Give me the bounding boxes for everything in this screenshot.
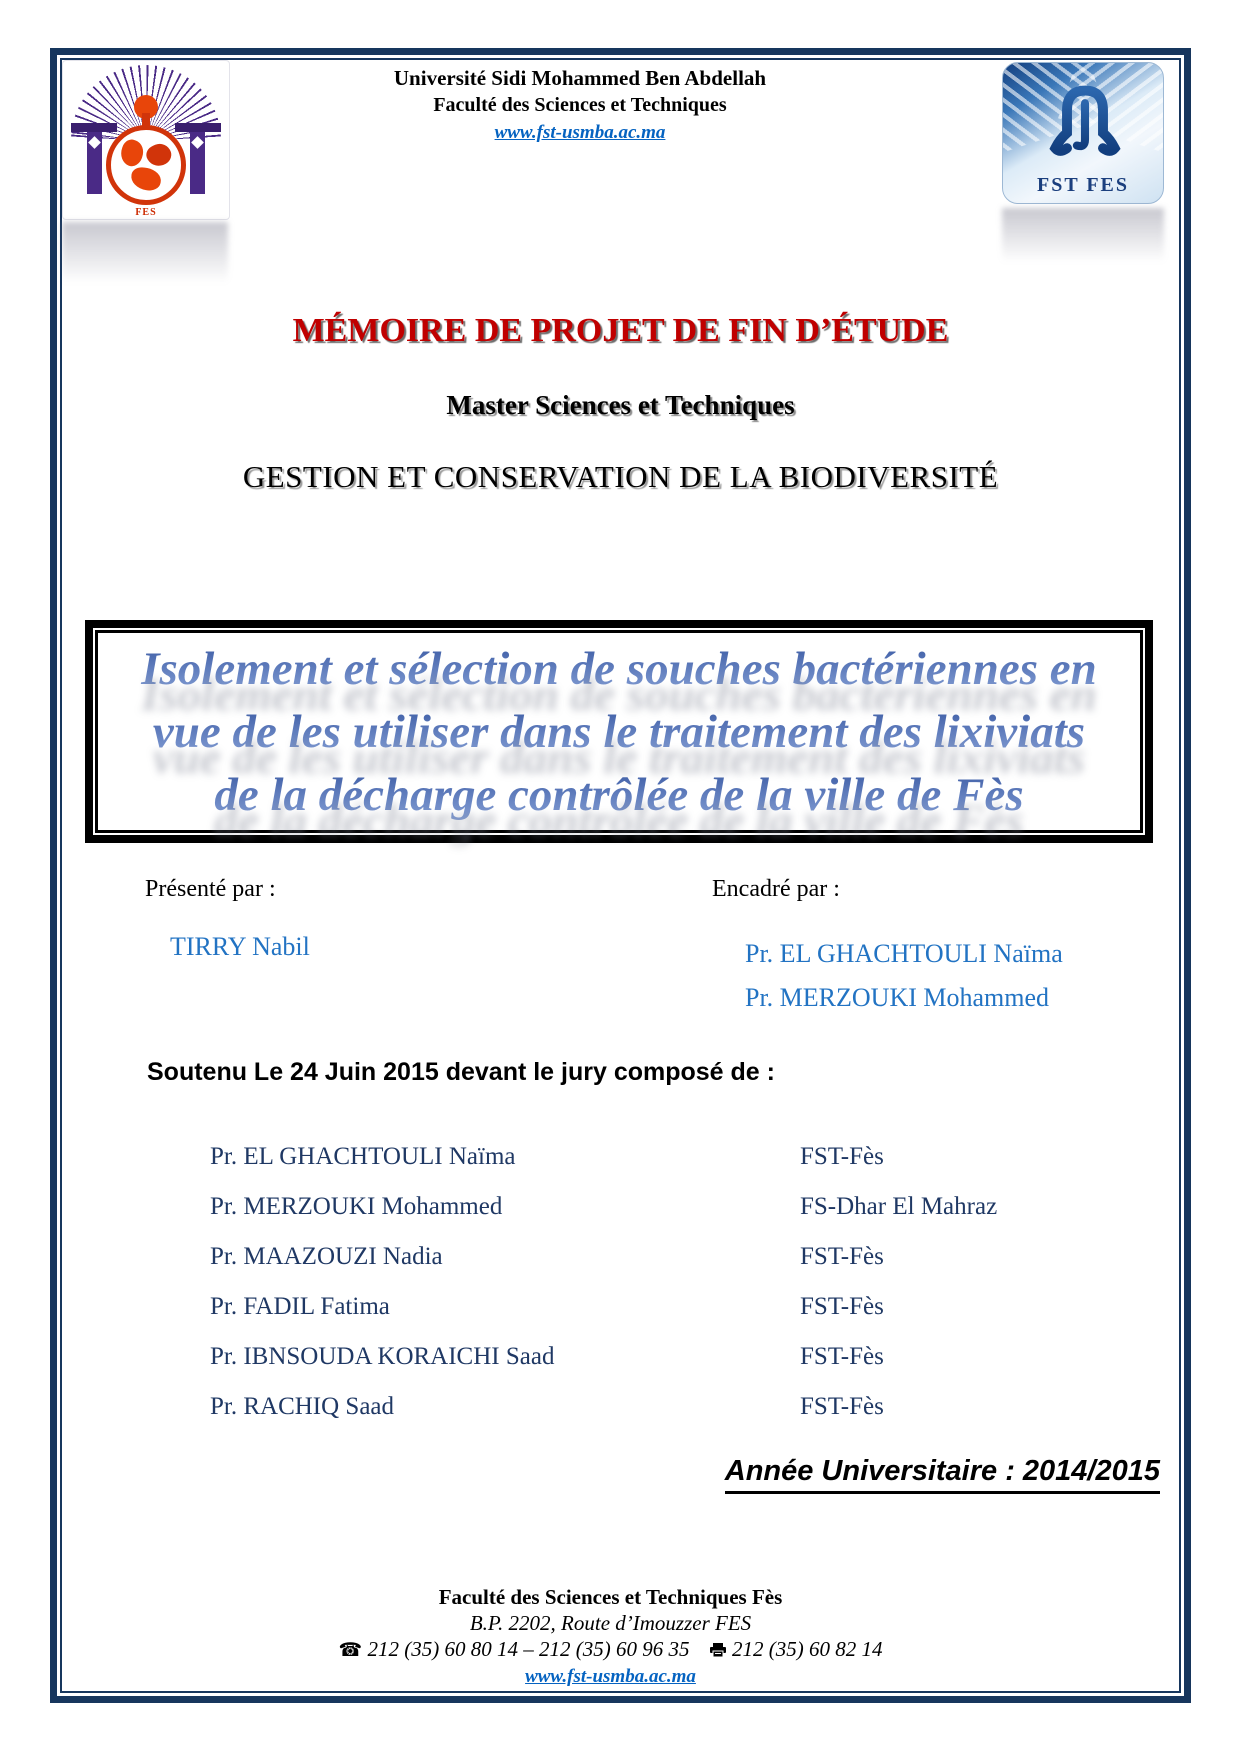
jury-row [210, 1193, 1110, 1243]
seal-column-right [190, 132, 205, 194]
master-subtitle: Master Sciences et Techniques [446, 390, 795, 420]
jury-row [210, 1143, 1110, 1193]
jury-row [210, 1343, 1110, 1393]
jury-row [210, 1243, 1110, 1293]
jury-name: Pr. FADIL Fatima [210, 1293, 390, 1320]
supervisor-name: Pr. EL GHACHTOULI Naïma [745, 939, 1063, 968]
footer-phones: 212 (35) 60 80 14 – 212 (35) 60 96 35 [367, 1637, 690, 1661]
supervisor-name: Pr. MERZOUKI Mohammed [745, 983, 1050, 1012]
supervised-by-label: Encadré par : [712, 876, 840, 902]
fst-fes-logo [1002, 62, 1164, 204]
footer-faculty: Faculté des Sciences et Techniques Fès [438, 1585, 783, 1609]
footer-fax: 212 (35) 60 82 14 [731, 1637, 883, 1661]
left-logo-reflection [62, 222, 228, 294]
footer-address: B.P. 2202, Route d’Imouzzer FES [469, 1611, 752, 1635]
university-name: Université Sidi Mohammed Ben Abdellah [393, 66, 767, 90]
subject-line-3: de la décharge contrôlée de la ville de Fès [107, 764, 1131, 827]
fst-fes-caption: FST FES [1037, 174, 1129, 196]
presented-by-label: Présenté par : [145, 876, 276, 902]
jury-name: Pr. RACHIQ Saad [210, 1393, 395, 1420]
seal-capital-right [175, 123, 221, 132]
supervisors-list [745, 932, 1063, 1020]
arch-glyph-icon [1049, 81, 1121, 165]
faculty-name: Faculté des Sciences et Techniques [433, 94, 727, 116]
thesis-subject-box [85, 620, 1153, 843]
subject-line-1: Isolement et sélection de souches bactériennes en [107, 638, 1131, 701]
student-name: TIRRY Nabil [170, 932, 310, 961]
jury-row [210, 1293, 1110, 1343]
jury-name: Pr. IBNSOUDA KORAICHI Saad [210, 1343, 555, 1370]
thesis-subject-text [107, 638, 1131, 825]
jury-affiliation: FS-Dhar El Mahraz [800, 1193, 998, 1220]
jury-name: Pr. MAAZOUZI Nadia [210, 1243, 443, 1270]
seal-medallion [106, 125, 186, 205]
footer-contact [60, 1636, 1161, 1664]
footer-website-link[interactable]: www.fst-usmba.ac.ma [525, 1666, 696, 1687]
jury-name: Pr. EL GHACHTOULI Naïma [210, 1143, 516, 1170]
seal-capital-left [71, 123, 117, 132]
jury-affiliation: FST-Fès [800, 1343, 884, 1370]
defense-intro: Soutenu Le 24 Juin 2015 devant le jury composé de : [147, 1058, 775, 1086]
seal-column-left [87, 132, 102, 194]
usmba-seal-logo [62, 60, 230, 220]
seal-keyhole [134, 95, 158, 119]
memoire-title: MÉMOIRE DE PROJET DE FIN D’ÉTUDE [292, 312, 949, 349]
header-block [240, 66, 920, 144]
right-logo-reflection [1002, 208, 1164, 272]
jury-affiliation: FST-Fès [800, 1143, 884, 1170]
jury-row [210, 1393, 1110, 1443]
jury-affiliation: FST-Fès [800, 1393, 884, 1420]
phone-icon: ☎ [338, 1639, 363, 1661]
academic-year: Année Universitaire : 2014/2015 [725, 1455, 1160, 1494]
seal-caption: FES [135, 207, 157, 218]
footer-block [60, 1584, 1161, 1688]
jury-affiliation: FST-Fès [800, 1243, 884, 1270]
subject-line-2: vue de les utiliser dans le traitement des lixiviats [107, 701, 1131, 764]
header-website-link[interactable]: www.fst-usmba.ac.ma [494, 122, 666, 143]
jury-list [210, 1143, 1110, 1443]
fax-icon [709, 1638, 727, 1664]
program-title: GESTION ET CONSERVATION DE LA BIODIVERSITÉ [242, 459, 999, 494]
jury-affiliation: FST-Fès [800, 1293, 884, 1320]
jury-name: Pr. MERZOUKI Mohammed [210, 1193, 503, 1220]
